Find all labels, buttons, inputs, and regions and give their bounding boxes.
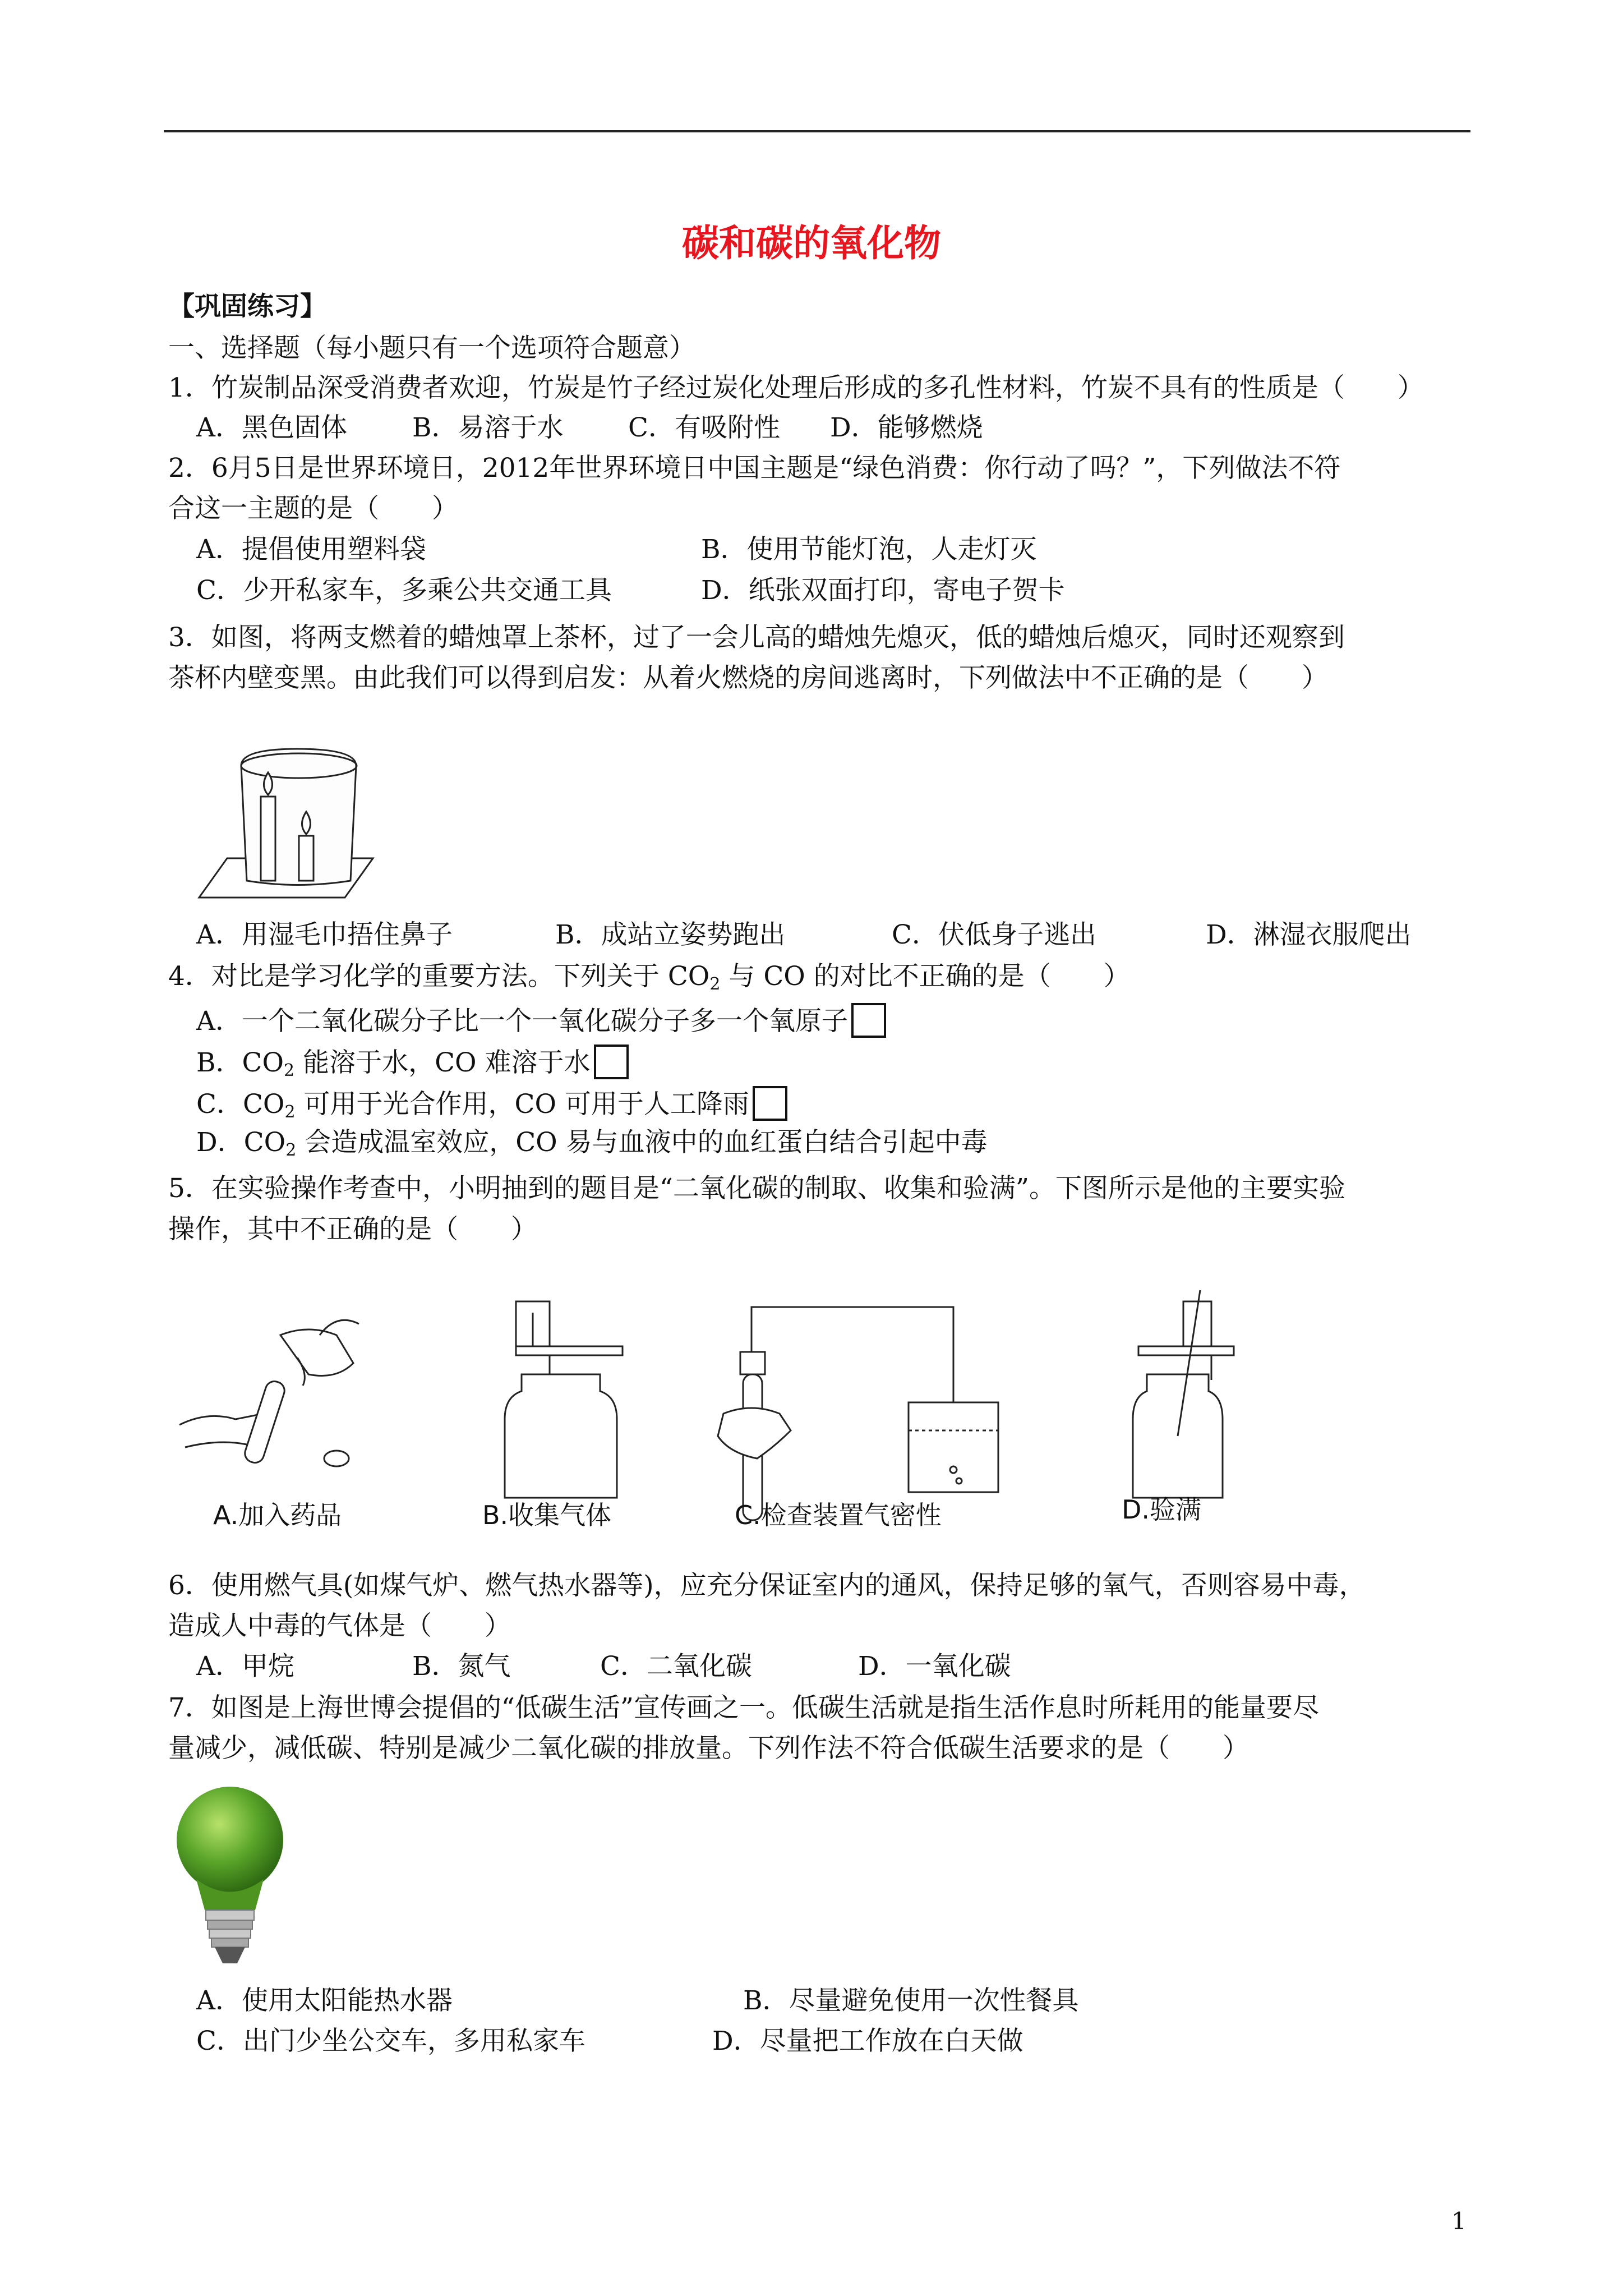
q5-stem-line2: 操作，其中不正确的是（ ） — [168, 1214, 537, 1245]
q5-stem-line1: 5．在实验操作考查中，小明抽到的题目是“二氧化碳的制取、收集和验满”。下图所示是他的主要实验 — [168, 1173, 1345, 1204]
q4-option-d: D．$CO_2$ 会造成温室效应，CO 易与血液中的血红蛋白结合引起中毒 — [196, 1127, 988, 1160]
q3-stem-line2: 茶杯内壁变黑。由此我们可以得到启发：从着火燃烧的房间逃离时，下列做法中不正确的是（ ） — [168, 662, 1328, 693]
page-number: 1 — [1451, 2207, 1467, 2235]
section-heading: 【巩固练习】 — [168, 291, 326, 322]
q6-stem-line1: 6．使用燃气具(如煤气炉、燃气热水器等)，应充分保证室内的通风，保持足够的氧气，否则容易中毒， — [168, 1570, 1366, 1601]
q5-caption-d: D.验满 — [1122, 1494, 1202, 1525]
q3-option-b: B．成站立姿势跑出 — [555, 919, 786, 950]
candle-cup-figure — [188, 732, 379, 900]
green-lightbulb-image — [171, 1784, 289, 1969]
q6-stem-line2: 造成人中毒的气体是（ ） — [168, 1611, 511, 1641]
answer-box — [851, 1003, 886, 1038]
q2-option-c: C．少开私家车，多乘公共交通工具 — [196, 575, 612, 606]
q6-option-c: C．二氧化碳 — [600, 1651, 752, 1682]
q7-option-b: B．尽量避免使用一次性餐具 — [743, 1985, 1079, 2016]
q3-option-d: D．淋湿衣服爬出 — [1206, 919, 1412, 950]
q5-caption-c: C.检查装置气密性 — [735, 1500, 942, 1530]
q3-option-a: A．用湿毛巾捂住鼻子 — [196, 919, 453, 950]
q7-stem-line1: 7．如图是上海世博会提倡的“低碳生活”宣传画之一。低碳生活就是指生活作息时所耗用的能量要尽 — [168, 1692, 1319, 1723]
header-rule — [164, 130, 1470, 132]
q4-option-a: A．一个二氧化碳分子比一个一氧化碳分子多一个氧原子 — [196, 1003, 886, 1038]
q4-option-b: B．$CO_2$ 能溶于水，CO 难溶于水 — [196, 1045, 629, 1081]
q2-stem-line2: 合这一主题的是（ ） — [168, 493, 458, 524]
q3-option-c: C．伏低身子逃出 — [892, 919, 1096, 950]
q1-option-d: D．能够燃烧 — [830, 412, 983, 443]
q3-stem-line1: 3．如图，将两支燃着的蜡烛罩上茶杯，过了一会儿高的蜡烛先熄灭，低的蜡烛后熄灭，同时还观察到 — [168, 622, 1345, 653]
q7-option-d: D．尽量把工作放在白天做 — [712, 2026, 1023, 2056]
q4-option-c: C．$CO_2$ 可用于光合作用，CO 可用于人工降雨 — [196, 1086, 787, 1122]
q5-caption-b: B.收集气体 — [482, 1500, 612, 1530]
q6-option-a: A．甲烷 — [196, 1651, 294, 1682]
q1-option-b: B．易溶于水 — [412, 412, 564, 443]
q2-option-b: B．使用节能灯泡，人走灯灭 — [701, 534, 1037, 565]
q6-option-b: B．氮气 — [412, 1651, 511, 1682]
q1-option-c: C．有吸附性 — [628, 412, 780, 443]
q1-stem: 1．竹炭制品深受消费者欢迎，竹炭是竹子经过炭化处理后形成的多孔性材料，竹炭不具有的性质是（ ） — [168, 372, 1424, 403]
answer-box — [594, 1045, 629, 1079]
page-title: 碳和碳的氧化物 — [682, 221, 941, 265]
q4-stem: 4．对比是学习化学的重要方法。下列关于 $CO_2$ 与 CO 的对比不正确的是（ ） — [168, 961, 1130, 994]
q2-option-d: D．纸张双面打印，寄电子贺卡 — [701, 575, 1065, 606]
q2-stem-line1: 2．6月5日是世界环境日，2012年世界环境日中国主题是“绿色消费：你行动了吗？”，下列做法不符 — [168, 453, 1341, 484]
q2-option-a: A．提倡使用塑料袋 — [196, 534, 426, 565]
q7-option-c: C．出门少坐公交车，多用私家车 — [196, 2026, 585, 2056]
q7-option-a: A．使用太阳能热水器 — [196, 1985, 453, 2016]
q1-option-a: A．黑色固体 — [196, 412, 347, 443]
q7-stem-line2: 量减少，减低碳、特别是减少二氧化碳的排放量。下列作法不符合低碳生活要求的是（ ） — [168, 1733, 1249, 1764]
answer-box — [753, 1086, 787, 1121]
q6-option-d: D．一氧化碳 — [858, 1651, 1011, 1682]
q5-caption-a: A.加入药品 — [213, 1500, 342, 1530]
part-heading: 一、选择题（每小题只有一个选项符合题意） — [168, 333, 695, 364]
